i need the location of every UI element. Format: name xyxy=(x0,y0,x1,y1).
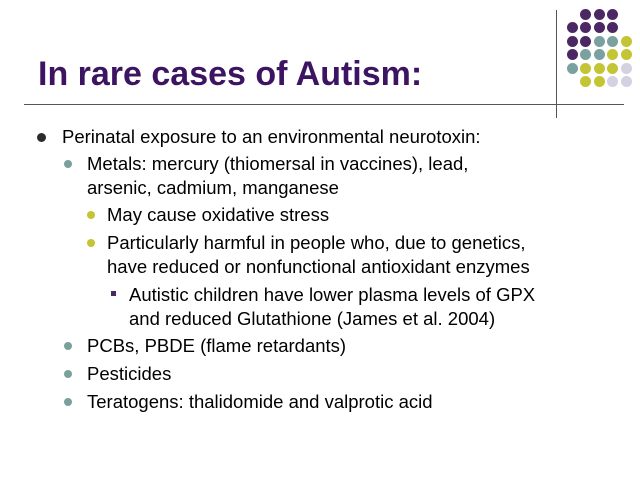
slide-title: In rare cases of Autism: xyxy=(38,55,423,93)
decorative-dot xyxy=(567,36,578,47)
decorative-dot xyxy=(621,49,632,60)
decorative-dot xyxy=(567,63,578,74)
decorative-dot xyxy=(580,9,591,20)
decorative-dot xyxy=(607,49,618,60)
decorative-dot xyxy=(621,63,632,74)
decorative-dot xyxy=(594,22,605,33)
decorative-dot xyxy=(621,36,632,47)
decorative-dot xyxy=(621,76,632,87)
decorative-dot xyxy=(594,36,605,47)
decorative-dot xyxy=(607,76,618,87)
bullet-level2-marker xyxy=(64,370,72,378)
bullet-level3-marker xyxy=(87,239,95,247)
bullet-level3-marker xyxy=(87,211,95,219)
bullet-level2-marker xyxy=(64,398,72,406)
decorative-dot xyxy=(580,76,591,87)
bullet-oxidative-stress: May cause oxidative stress xyxy=(107,204,330,225)
bullet-harmful-line2: have reduced or nonfunctional antioxidant enzymes xyxy=(107,256,530,277)
decorative-dot xyxy=(607,9,618,20)
bullet-level1-marker xyxy=(37,133,46,142)
bullet-level2-marker xyxy=(64,342,72,350)
bullet-level2-marker xyxy=(64,160,72,168)
bullet-harmful-line1: Particularly harmful in people who, due to genetics, xyxy=(107,232,526,253)
decorative-dot xyxy=(594,9,605,20)
decorative-dot xyxy=(580,63,591,74)
bullet-teratogens: Teratogens: thalidomide and valprotic acid xyxy=(87,391,433,412)
decorative-dot xyxy=(594,49,605,60)
decorative-dot xyxy=(567,22,578,33)
decorative-dot xyxy=(594,76,605,87)
bullet-perinatal-exposure: Perinatal exposure to an environmental neurotoxin: xyxy=(62,126,481,147)
title-horizontal-rule xyxy=(24,104,624,105)
decorative-dot xyxy=(567,49,578,60)
bullet-autistic-line1: Autistic children have lower plasma levels of GPX xyxy=(129,284,536,305)
decorative-dot xyxy=(594,63,605,74)
bullet-pcbs: PCBs, PBDE (flame retardants) xyxy=(87,335,347,356)
decorative-dot xyxy=(607,36,618,47)
bullet-pesticides: Pesticides xyxy=(87,363,172,384)
title-vertical-rule xyxy=(556,10,557,118)
bullet-metals-line2: arsenic, cadmium, manganese xyxy=(87,177,339,198)
bullet-level4-marker xyxy=(111,291,116,296)
bullet-metals-line1: Metals: mercury (thiomersal in vaccines), lead, xyxy=(87,153,469,174)
decorative-dot xyxy=(607,22,618,33)
decorative-dot xyxy=(607,63,618,74)
bullet-autistic-line2: and reduced Glutathione (James et al. 2004) xyxy=(129,308,496,329)
decorative-dot xyxy=(580,49,591,60)
decorative-dot xyxy=(580,36,591,47)
decorative-dot xyxy=(580,22,591,33)
